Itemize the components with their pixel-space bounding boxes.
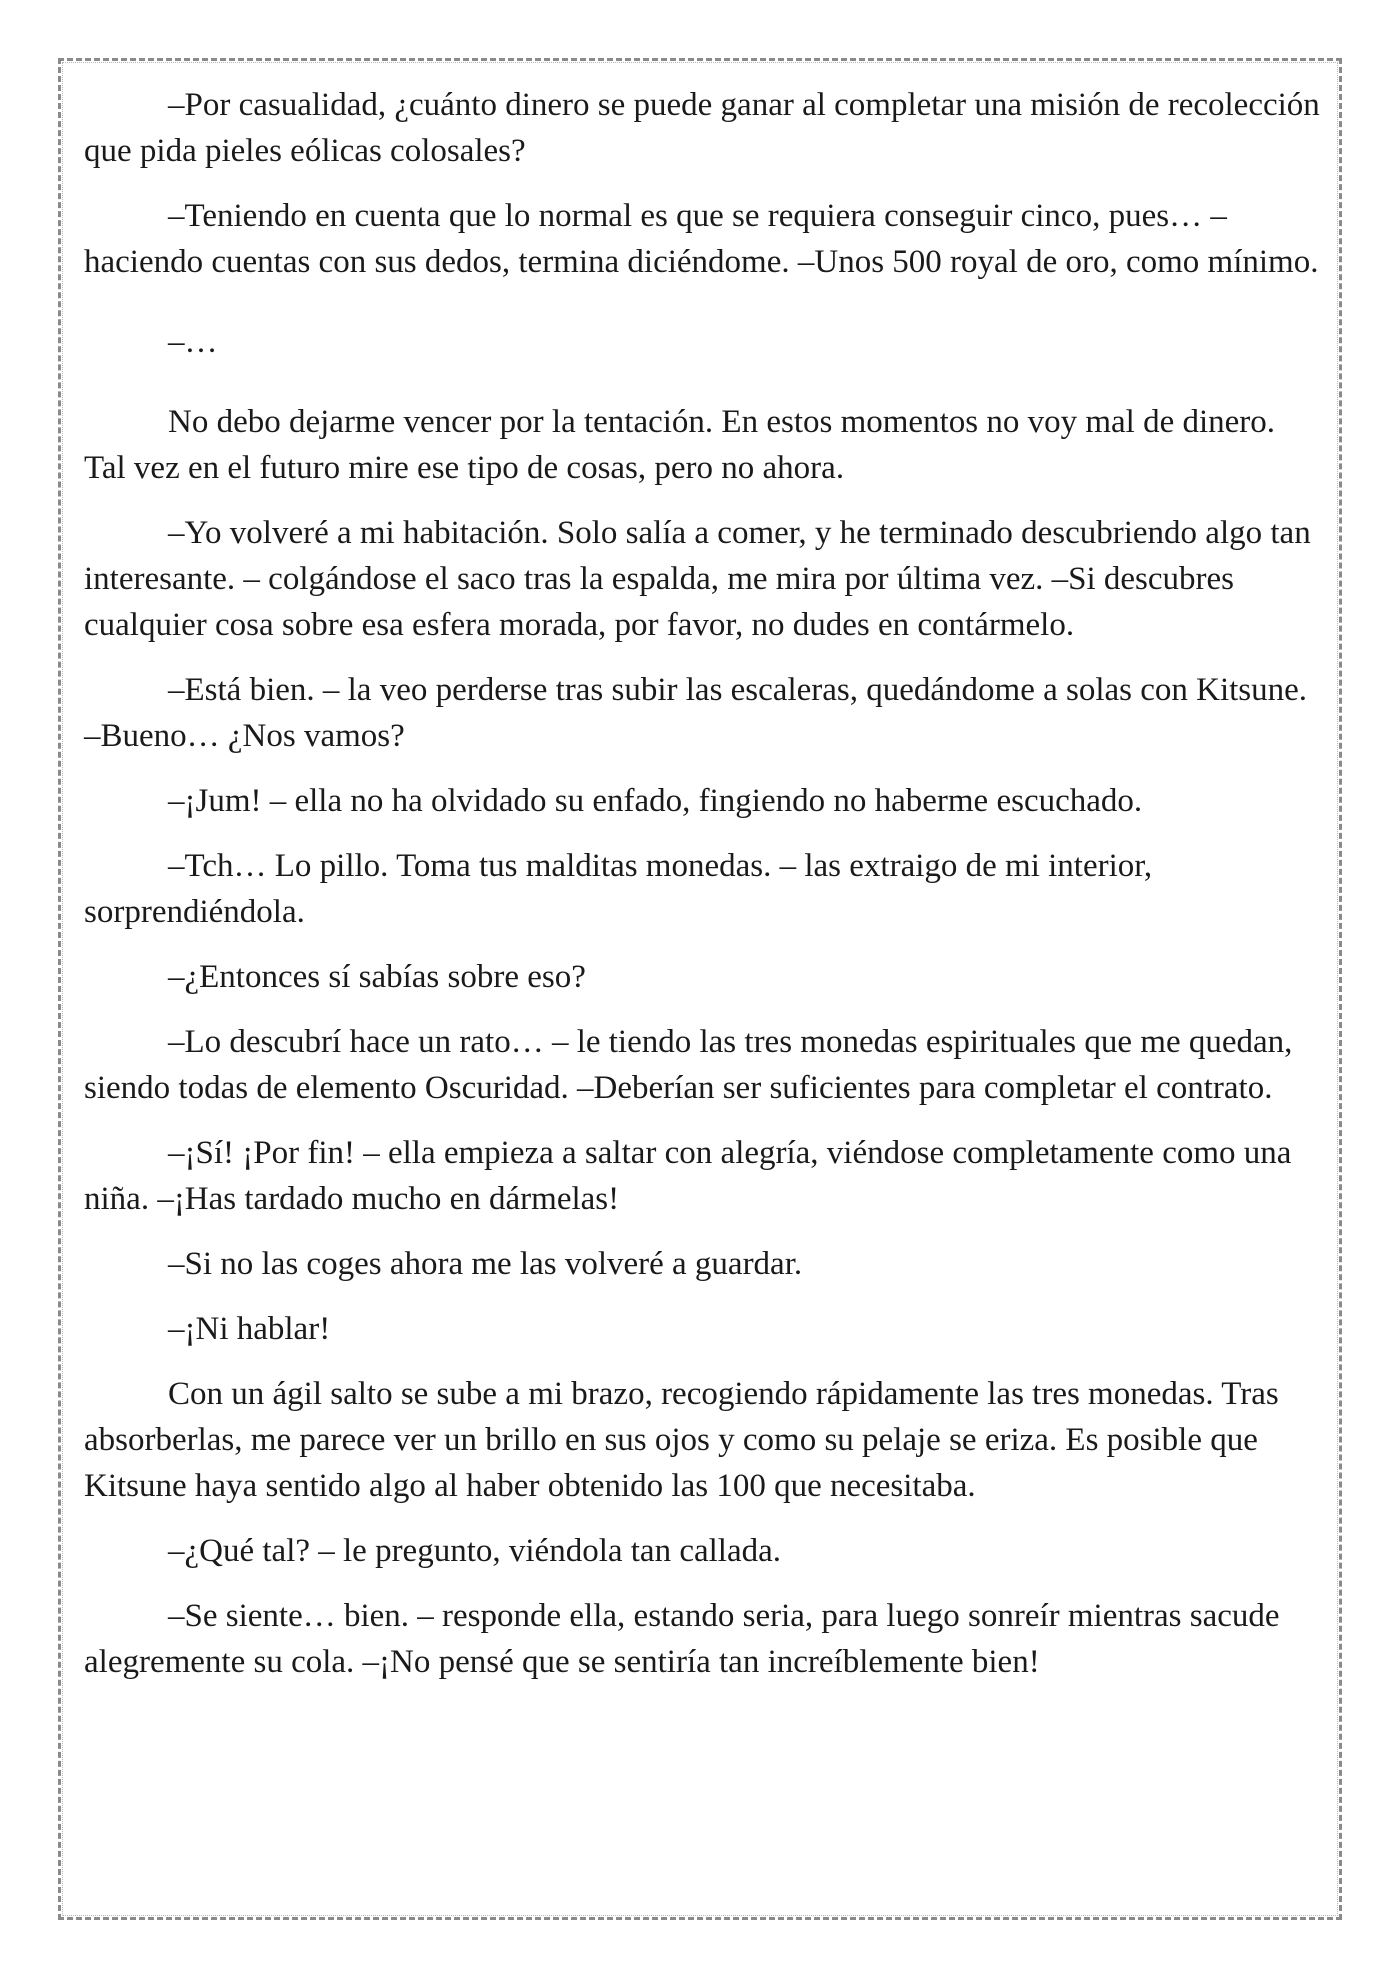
paragraph: –Teniendo en cuenta que lo normal es que se requiera conseguir cinco, pues… – haciendo cuentas con sus dedos, termina diciéndome. –Unos 500 royal de oro, como mínimo. — [84, 198, 1319, 280]
paragraph: –Está bien. – la veo perderse tras subir las escaleras, quedándome a solas con Kitsune. –Bueno… ¿Nos vamos? — [84, 672, 1308, 754]
paragraph: –¡Jum! – ella no ha olvidado su enfado, fingiendo no haberme escuchado. — [168, 783, 1143, 819]
paragraph: –Tch… Lo pillo. Toma tus malditas monedas. – las extraigo de mi interior, sorprendiéndola. — [84, 848, 1153, 930]
paragraph: –¡Sí! ¡Por fin! – ella empieza a saltar con alegría, viéndose completamente como una niña. –¡Has tardado mucho en dármelas! — [84, 1135, 1292, 1217]
paragraph: –Se siente… bien. – responde ella, estando seria, para luego sonreír mientras sacude alegremente su cola. –¡No pensé que se sentiría tan increíblemente bien! — [84, 1598, 1280, 1680]
paragraph: –Si no las coges ahora me las volveré a guardar. — [168, 1246, 803, 1282]
paragraph: –¿Qué tal? – le pregunto, viéndola tan callada. — [168, 1533, 781, 1569]
paragraph: –¿Entonces sí sabías sobre eso? — [168, 959, 586, 995]
document-body — [84, 82, 1320, 1704]
paragraph: Con un ágil salto se sube a mi brazo, recogiendo rápidamente las tres monedas. Tras absorberlas, me parece ver un brillo en sus ojos y como su pelaje se eriza. Es posible que Kitsune haya sentido algo al haber obtenido las 100 que necesitaba. — [84, 1376, 1279, 1504]
paragraph: –Por casualidad, ¿cuánto dinero se puede ganar al completar una misión de recolección que pida pieles eólicas colosales? — [84, 87, 1320, 169]
paragraph: –… — [168, 324, 218, 360]
paragraph: –Yo volveré a mi habitación. Solo salía a comer, y he terminado descubriendo algo tan interesante. – colgándose el saco tras la espalda, me mira por última vez. –Si descubres cualquier cosa sobre esa esfera morada, por favor, no dudes en contármelo. — [84, 515, 1311, 643]
paragraph: –Lo descubrí hace un rato… – le tiendo las tres monedas espirituales que me quedan, siendo todas de elemento Oscuridad. –Deberían ser suficientes para completar el contrato. — [84, 1024, 1293, 1106]
paragraph: –¡Ni hablar! — [168, 1311, 331, 1347]
paragraph: No debo dejarme vencer por la tentación. En estos momentos no voy mal de dinero. Tal vez en el futuro mire ese tipo de cosas, pero no ahora. — [84, 404, 1276, 486]
